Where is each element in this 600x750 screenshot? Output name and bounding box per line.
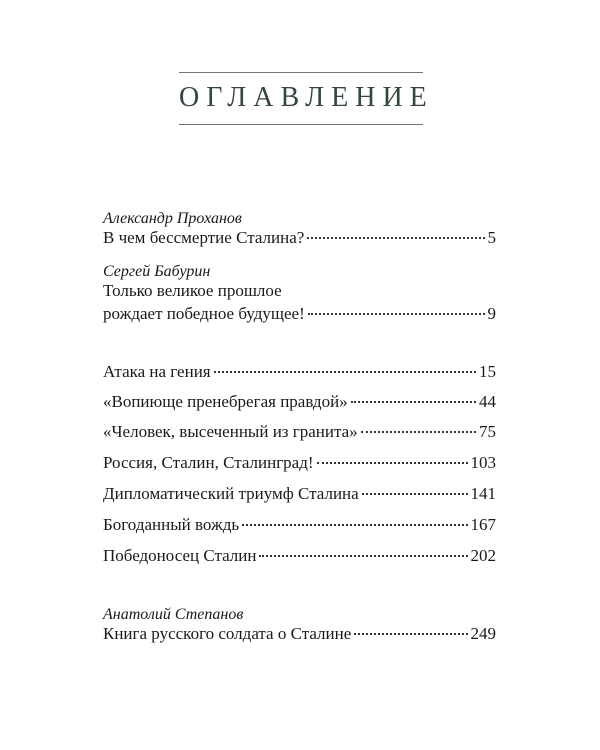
toc-entry[interactable] (103, 303, 496, 325)
dot-leader (214, 371, 476, 373)
toc-entry-title: «Человек, высеченный из гранита» (103, 422, 358, 441)
dot-leader (259, 555, 467, 557)
toc-entry[interactable] (103, 361, 496, 383)
dot-leader (308, 313, 485, 315)
author-name: Анатолий Степанов (103, 606, 244, 623)
toc-entry-title: В чем бессмертие Сталина? (103, 228, 305, 247)
toc-entry-title-line: Только великое прошлое (103, 281, 282, 300)
toc-entry-title: Атака на гения (103, 362, 211, 381)
toc-entry-page: 141 (470, 484, 496, 503)
page-title: ОГЛАВЛЕНИЕ (179, 82, 434, 113)
title-bottom-rule (179, 124, 423, 125)
toc-entry-page: 249 (470, 624, 496, 643)
dot-leader (362, 493, 468, 495)
dot-leader (242, 524, 467, 526)
title-top-rule (179, 72, 423, 73)
toc-entry[interactable] (103, 452, 496, 474)
toc-entry[interactable] (103, 421, 496, 443)
toc-entry[interactable] (103, 545, 496, 567)
toc-entry-title: рождает победное будущее! (103, 304, 305, 323)
toc-entry[interactable] (103, 227, 496, 249)
dot-leader (361, 431, 476, 433)
dot-leader (354, 633, 467, 635)
toc-entry[interactable] (103, 623, 496, 645)
toc-entry-title: Россия, Сталин, Сталинград! (103, 453, 314, 472)
author-name: Сергей Бабурин (103, 263, 211, 280)
toc-entry[interactable] (103, 483, 496, 505)
toc-entry-page: 5 (487, 228, 496, 247)
toc-entry[interactable] (103, 514, 496, 536)
toc-entry-page: 167 (470, 515, 496, 534)
toc-entry-page: 44 (479, 392, 496, 411)
toc-entry-title: Победоносец Сталин (103, 546, 257, 565)
dot-leader (317, 462, 468, 464)
toc-entry[interactable] (103, 391, 496, 413)
dot-leader (307, 237, 484, 239)
toc-entry-page: 103 (470, 453, 496, 472)
toc-entry-page: 202 (470, 546, 496, 565)
toc-entry-title: Дипломатический триумф Сталина (103, 484, 359, 503)
toc-entry-title: «Вопиюще пренебрегая правдой» (103, 392, 348, 411)
toc-entry-page: 15 (479, 362, 496, 381)
toc-entry-page: 9 (487, 304, 496, 323)
dot-leader (351, 401, 476, 403)
toc-entry-title: Книга русского солдата о Сталине (103, 624, 352, 643)
author-name: Александр Проханов (103, 210, 242, 227)
toc-entry-title: Богоданный вождь (103, 515, 240, 534)
toc-entry-page: 75 (479, 422, 496, 441)
